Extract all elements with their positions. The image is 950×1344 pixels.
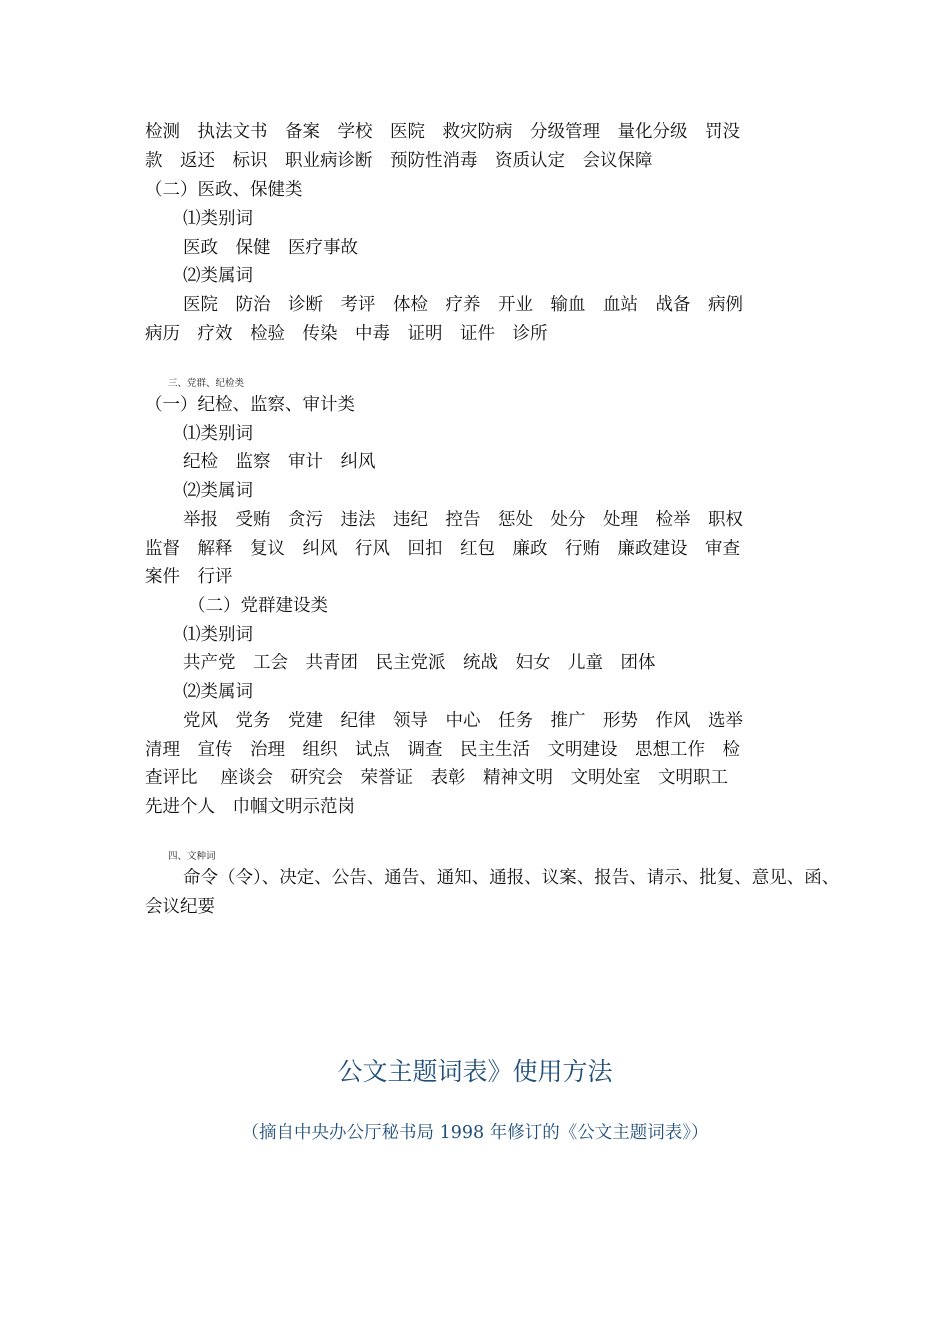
category-label: ⑵类属词	[183, 682, 253, 702]
category-label: ⑴类别词	[183, 424, 253, 444]
category-label: ⑵类属词	[183, 266, 253, 286]
subsection-heading: （二）医政、保健类	[145, 180, 303, 200]
category-label: ⑵类属词	[183, 481, 253, 501]
body-line: 共产党 工会 共青团 民主党派 统战 妇女 儿童 团体	[183, 653, 656, 673]
document-title: 公文主题词表》使用方法	[337, 1057, 613, 1086]
document-subtitle: （摘自中央办公厅秘书局 1998 年修订的《公文主题词表》）	[241, 1123, 709, 1143]
body-line: 查评比 座谈会 研究会 荣誉证 表彰 精神文明 文明处室 文明职工	[145, 768, 729, 788]
body-line: 会议纪要	[145, 897, 215, 917]
body-line: 党风 党务 党建 纪律 领导 中心 任务 推广 形势 作风 选举	[183, 711, 743, 731]
category-label: ⑴类别词	[183, 625, 253, 645]
subsection-heading: （二）党群建设类	[188, 596, 328, 616]
body-line: 医政 保健 医疗事故	[183, 238, 358, 258]
subsection-heading: （一）纪检、监察、审计类	[145, 395, 355, 415]
body-line: 先进个人 巾帼文明示范岗	[145, 797, 355, 817]
body-line: 款 返还 标识 职业病诊断 预防性消毒 资质认定 会议保障	[145, 151, 653, 171]
body-line: 命令（令）、决定、公告、通告、通知、通报、议案、报告、请示、批复、意见、函、	[183, 868, 840, 888]
section-heading: 四、文种词	[168, 851, 216, 862]
body-line: 监督 解释 复议 纠风 行风 回扣 红包 廉政 行贿 廉政建设 审查	[145, 539, 740, 559]
category-label: ⑴类别词	[183, 209, 253, 229]
body-line: 检测 执法文书 备案 学校 医院 救灾防病 分级管理 量化分级 罚没	[145, 122, 740, 142]
body-line: 病历 疗效 检验 传染 中毒 证明 证件 诊所	[145, 324, 548, 344]
body-line: 举报 受贿 贪污 违法 违纪 控告 惩处 处分 处理 检举 职权	[183, 510, 743, 530]
body-line: 医院 防治 诊断 考评 体检 疗养 开业 输血 血站 战备 病例	[183, 295, 743, 315]
body-line: 纪检 监察 审计 纠风	[183, 452, 376, 472]
body-line: 清理 宣传 治理 组织 试点 调查 民主生活 文明建设 思想工作 检	[145, 740, 740, 760]
body-line: 案件 行评	[145, 567, 233, 587]
section-heading: 三、党群、纪检类	[168, 378, 245, 389]
